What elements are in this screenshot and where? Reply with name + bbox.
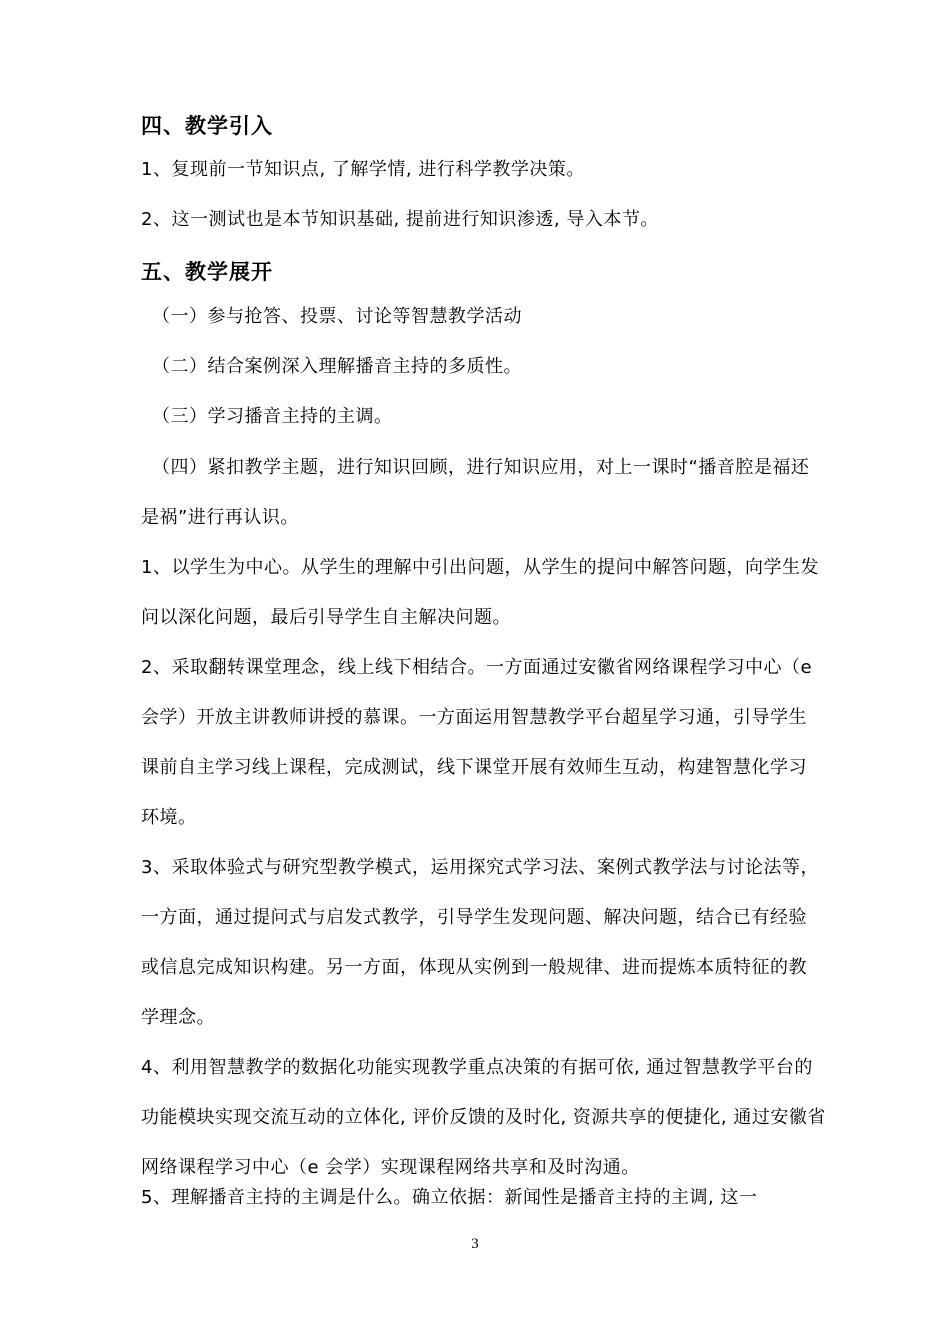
subsection-line: （一）参与抢答、投票、讨论等智慧教学活动 (152, 306, 522, 327)
paragraph-line: 1、以学生为中心。从学生的理解中引出问题，从学生的提问中解答问题，向学生发 (141, 557, 819, 578)
paragraph-line: 3、采取体验式与研究型教学模式，运用探究式学习法、案例式教学法与讨论法等， (141, 857, 819, 878)
subsection-line: （四）紧扣教学主题，进行知识回顾，进行知识应用，对上一课时“播音腔是福还 (152, 457, 810, 478)
paragraph-line: 功能模块实现交流互动的立体化, 评价反馈的及时化, 资源共享的便捷化, 通过安徽省 (141, 1107, 826, 1128)
paragraph-line: 会学）开放主讲教师讲授的慕课。一方面运用智慧教学平台超星学习通，引导学生 (141, 707, 807, 728)
paragraph-line: 或信息完成知识构建。另一方面，体现从实例到一般规律、进而提炼本质特征的教 (141, 957, 807, 978)
subsection-line: （二）结合案例深入理解播音主持的多质性。 (152, 356, 522, 377)
paragraph-line: 问以深化问题，最后引导学生自主解决问题。 (141, 607, 511, 628)
paragraph-line: 1、复现前一节知识点, 了解学情, 进行科学教学决策。 (141, 159, 585, 180)
paragraph-line: 学理念。 (141, 1007, 215, 1028)
section-heading-teaching-development: 五、教学展开 (141, 260, 273, 284)
paragraph-line: 是祸”进行再认识。 (141, 507, 299, 528)
paragraph-line: 2、这一测试也是本节知识基础, 提前进行知识渗透, 导入本节。 (141, 209, 659, 230)
paragraph-line: 网络课程学习中心（e 会学）实现课程网络共享和及时沟通。 (141, 1157, 640, 1178)
paragraph-line: 环境。 (141, 807, 197, 828)
subsection-line: （三）学习播音主持的主调。 (152, 406, 393, 427)
paragraph-line: 4、利用智慧教学的数据化功能实现教学重点决策的有据可依, 通过智慧教学平台的 (141, 1057, 813, 1078)
section-heading-teaching-introduction: 四、教学引入 (141, 114, 273, 138)
paragraph-line: 课前自主学习线上课程，完成测试，线下课堂开展有效师生互动，构建智慧化学习 (141, 757, 807, 778)
paragraph-line: 5、理解播音主持的主调是什么。确立依据：新闻性是播音主持的主调, 这一 (141, 1187, 758, 1208)
page-number: 3 (471, 1236, 479, 1252)
paragraph-line: 一方面，通过提问式与启发式教学，引导学生发现问题、解决问题，结合已有经验 (141, 907, 807, 928)
paragraph-line: 2、采取翻转课堂理念，线上线下相结合。一方面通过安徽省网络课程学习中心（e (141, 657, 813, 678)
